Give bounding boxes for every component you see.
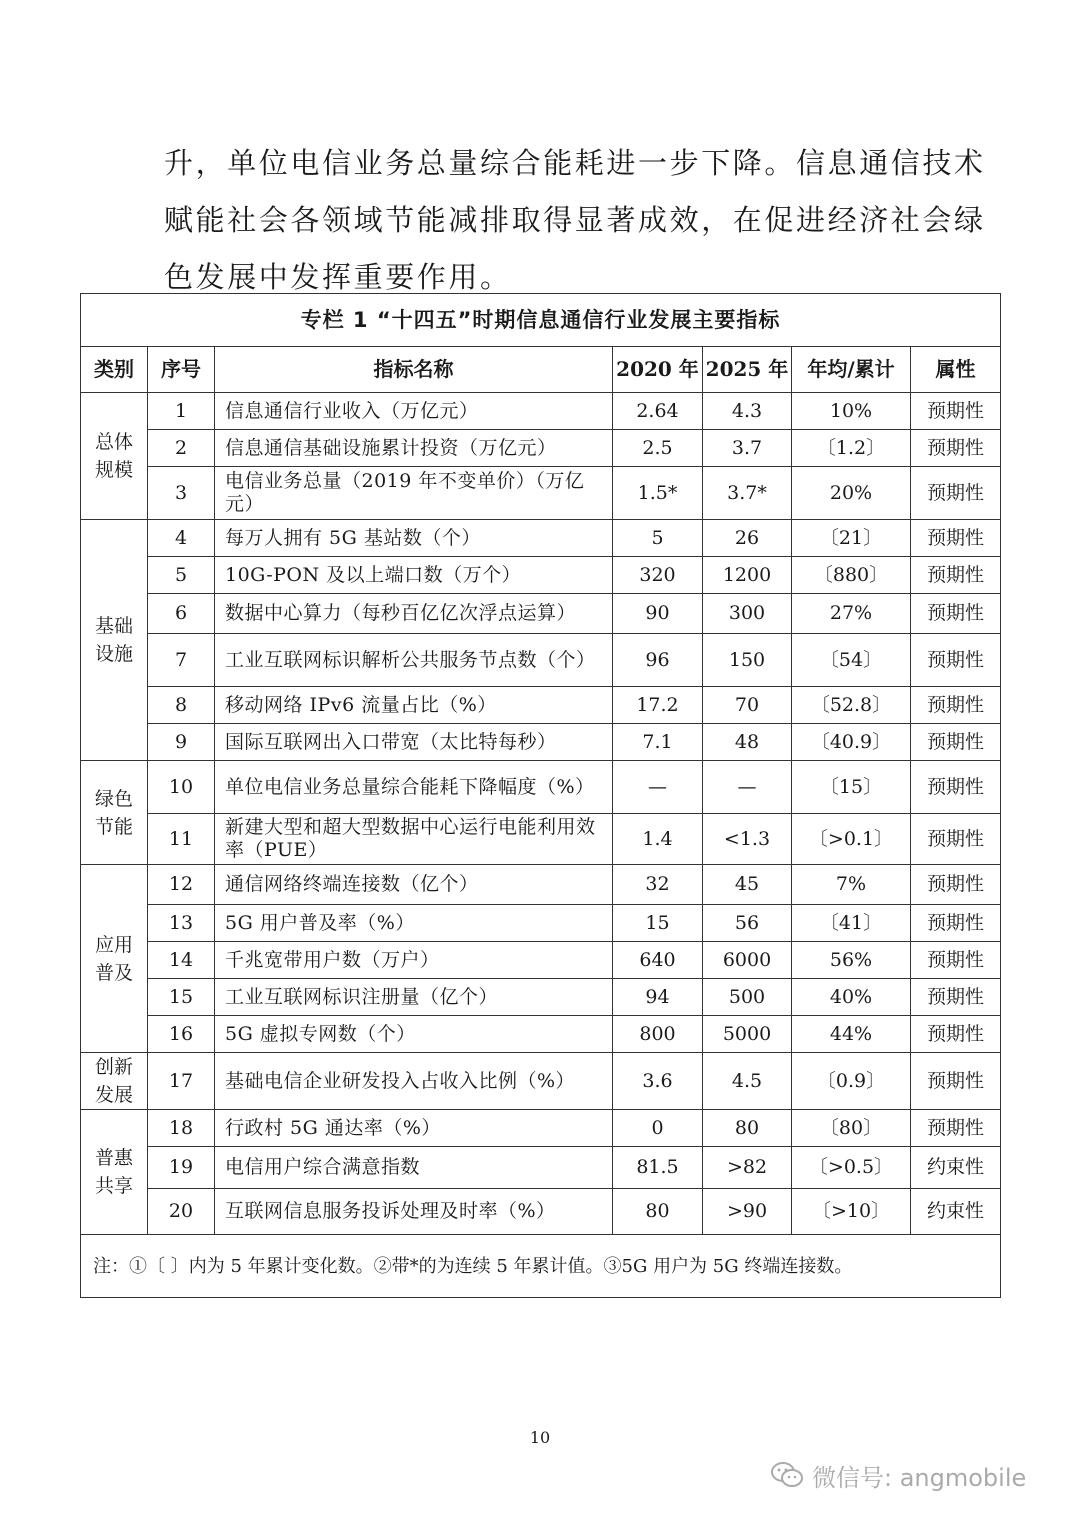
table-row	[81, 393, 1001, 430]
table-row	[81, 1110, 1001, 1147]
table-row	[81, 557, 1001, 594]
rate-cell: 7%	[792, 865, 911, 905]
seq-cell: 18	[148, 1110, 215, 1147]
seq-cell: 2	[148, 430, 215, 467]
table-row	[81, 467, 1001, 520]
intro-paragraph	[164, 140, 986, 311]
value-2020-cell: 7.1	[613, 724, 703, 761]
value-2025-cell: 3.7	[703, 430, 792, 467]
column-header: 年均/累计	[792, 347, 911, 393]
name-cell: 千兆宽带用户数（万户）	[215, 942, 613, 979]
attribute-cell: 预期性	[911, 905, 1001, 942]
table-row	[81, 1016, 1001, 1053]
rate-cell: 〔880〕	[792, 557, 911, 594]
table-row	[81, 634, 1001, 687]
name-cell: 工业互联网标识注册量（亿个）	[215, 979, 613, 1016]
rate-cell: 〔>0.5〕	[792, 1147, 911, 1189]
name-cell: 互联网信息服务投诉处理及时率（%）	[215, 1189, 613, 1235]
rate-cell: 56%	[792, 942, 911, 979]
name-cell: 工业互联网标识解析公共服务节点数（个）	[215, 634, 613, 687]
seq-cell: 7	[148, 634, 215, 687]
name-cell: 移动网络 IPv6 流量占比（%）	[215, 687, 613, 724]
value-2020-cell: 96	[613, 634, 703, 687]
value-2025-cell: 3.7*	[703, 467, 792, 520]
value-2020-cell: 5	[613, 520, 703, 557]
seq-cell: 5	[148, 557, 215, 594]
attribute-cell: 预期性	[911, 942, 1001, 979]
table-row	[81, 520, 1001, 557]
seq-cell: 14	[148, 942, 215, 979]
value-2020-cell: 80	[613, 1189, 703, 1235]
value-2025-cell: 500	[703, 979, 792, 1016]
table-row	[81, 814, 1001, 865]
intro-line: 赋能社会各领域节能减排取得显著成效，在促进经济社会绿	[164, 203, 986, 237]
rate-cell: 〔>0.1〕	[792, 814, 911, 865]
rate-cell: 〔54〕	[792, 634, 911, 687]
value-2020-cell: 94	[613, 979, 703, 1016]
rate-cell: 〔21〕	[792, 520, 911, 557]
table-row	[81, 594, 1001, 634]
seq-cell: 11	[148, 814, 215, 865]
name-cell: 信息通信基础设施累计投资（万亿元）	[215, 430, 613, 467]
attribute-cell: 预期性	[911, 430, 1001, 467]
name-cell: 信息通信行业收入（万亿元）	[215, 393, 613, 430]
rate-cell: 〔0.9〕	[792, 1053, 911, 1110]
value-2025-cell: 4.3	[703, 393, 792, 430]
table-row	[81, 942, 1001, 979]
name-cell: 新建大型和超大型数据中心运行电能利用效率（PUE）	[215, 814, 613, 865]
table-header-row	[81, 347, 1001, 393]
seq-cell: 19	[148, 1147, 215, 1189]
column-header: 属性	[911, 347, 1001, 393]
name-cell: 基础电信企业研发投入占收入比例（%）	[215, 1053, 613, 1110]
attribute-cell: 预期性	[911, 814, 1001, 865]
value-2020-cell: 15	[613, 905, 703, 942]
value-2025-cell: <1.3	[703, 814, 792, 865]
value-2025-cell: >90	[703, 1189, 792, 1235]
column-header: 2025 年	[703, 347, 792, 393]
seq-cell: 1	[148, 393, 215, 430]
name-cell: 5G 用户普及率（%）	[215, 905, 613, 942]
watermark-text: 微信号: angmobile	[812, 1463, 1027, 1492]
name-cell: 5G 虚拟专网数（个）	[215, 1016, 613, 1053]
attribute-cell: 预期性	[911, 520, 1001, 557]
table-row	[81, 1147, 1001, 1189]
intro-line: 升，单位电信业务总量综合能耗进一步下降。信息通信技术	[164, 146, 986, 180]
name-cell: 通信网络终端连接数（亿个）	[215, 865, 613, 905]
value-2020-cell: 640	[613, 942, 703, 979]
seq-cell: 3	[148, 467, 215, 520]
value-2025-cell: 45	[703, 865, 792, 905]
attribute-cell: 预期性	[911, 594, 1001, 634]
rate-cell: 20%	[792, 467, 911, 520]
attribute-cell: 预期性	[911, 1053, 1001, 1110]
name-cell: 电信业务总量（2019 年不变单价）（万亿元）	[215, 467, 613, 520]
wechat-icon	[770, 1461, 804, 1489]
table-title: 专栏 1 “十四五”时期信息通信行业发展主要指标	[81, 294, 1001, 347]
name-cell: 每万人拥有 5G 基站数（个）	[215, 520, 613, 557]
value-2025-cell: —	[703, 761, 792, 814]
seq-cell: 6	[148, 594, 215, 634]
column-header: 序号	[148, 347, 215, 393]
value-2025-cell: 300	[703, 594, 792, 634]
value-2020-cell: —	[613, 761, 703, 814]
value-2025-cell: 26	[703, 520, 792, 557]
name-cell: 单位电信业务总量综合能耗下降幅度（%）	[215, 761, 613, 814]
table-row	[81, 1053, 1001, 1110]
value-2025-cell: 80	[703, 1110, 792, 1147]
value-2020-cell: 81.5	[613, 1147, 703, 1189]
attribute-cell: 预期性	[911, 1016, 1001, 1053]
seq-cell: 16	[148, 1016, 215, 1053]
value-2025-cell: 70	[703, 687, 792, 724]
value-2025-cell: 5000	[703, 1016, 792, 1053]
table-row	[81, 761, 1001, 814]
name-cell: 行政村 5G 通达率（%）	[215, 1110, 613, 1147]
value-2025-cell: >82	[703, 1147, 792, 1189]
value-2020-cell: 3.6	[613, 1053, 703, 1110]
category-cell: 应用 普及	[81, 865, 148, 1053]
category-cell: 绿色 节能	[81, 761, 148, 865]
attribute-cell: 预期性	[911, 724, 1001, 761]
name-cell: 10G-PON 及以上端口数（万个）	[215, 557, 613, 594]
table-row	[81, 865, 1001, 905]
rate-cell: 40%	[792, 979, 911, 1016]
rate-cell: 44%	[792, 1016, 911, 1053]
value-2020-cell: 1.5*	[613, 467, 703, 520]
table-row	[81, 430, 1001, 467]
table-body	[81, 393, 1001, 1235]
column-header: 类别	[81, 347, 148, 393]
attribute-cell: 约束性	[911, 1189, 1001, 1235]
seq-cell: 8	[148, 687, 215, 724]
name-cell: 数据中心算力（每秒百亿亿次浮点运算）	[215, 594, 613, 634]
attribute-cell: 预期性	[911, 634, 1001, 687]
seq-cell: 15	[148, 979, 215, 1016]
rate-cell: 〔1.2〕	[792, 430, 911, 467]
rate-cell: 〔40.9〕	[792, 724, 911, 761]
column-header: 指标名称	[215, 347, 613, 393]
rate-cell: 〔41〕	[792, 905, 911, 942]
category-cell: 基础 设施	[81, 520, 148, 761]
table-row	[81, 905, 1001, 942]
page-number: 10	[529, 1428, 551, 1447]
seq-cell: 9	[148, 724, 215, 761]
attribute-cell: 预期性	[911, 979, 1001, 1016]
category-cell: 创新 发展	[81, 1053, 148, 1110]
value-2020-cell: 2.64	[613, 393, 703, 430]
rate-cell: 〔52.8〕	[792, 687, 911, 724]
value-2025-cell: 56	[703, 905, 792, 942]
seq-cell: 20	[148, 1189, 215, 1235]
value-2020-cell: 0	[613, 1110, 703, 1147]
attribute-cell: 预期性	[911, 393, 1001, 430]
value-2020-cell: 17.2	[613, 687, 703, 724]
table-row	[81, 724, 1001, 761]
seq-cell: 17	[148, 1053, 215, 1110]
attribute-cell: 约束性	[911, 1147, 1001, 1189]
value-2025-cell: 4.5	[703, 1053, 792, 1110]
attribute-cell: 预期性	[911, 761, 1001, 814]
rate-cell: 〔80〕	[792, 1110, 911, 1147]
attribute-cell: 预期性	[911, 467, 1001, 520]
intro-line: 色发展中发挥重要作用。	[164, 260, 512, 294]
seq-cell: 13	[148, 905, 215, 942]
value-2025-cell: 150	[703, 634, 792, 687]
rate-cell: 10%	[792, 393, 911, 430]
attribute-cell: 预期性	[911, 1110, 1001, 1147]
table-row	[81, 1189, 1001, 1235]
attribute-cell: 预期性	[911, 865, 1001, 905]
rate-cell: 〔>10〕	[792, 1189, 911, 1235]
attribute-cell: 预期性	[911, 687, 1001, 724]
seq-cell: 12	[148, 865, 215, 905]
value-2025-cell: 1200	[703, 557, 792, 594]
value-2020-cell: 320	[613, 557, 703, 594]
column-header: 2020 年	[613, 347, 703, 393]
rate-cell: 27%	[792, 594, 911, 634]
table-row	[81, 979, 1001, 1016]
watermark	[770, 1455, 1060, 1495]
attribute-cell: 预期性	[911, 557, 1001, 594]
name-cell: 电信用户综合满意指数	[215, 1147, 613, 1189]
seq-cell: 10	[148, 761, 215, 814]
value-2020-cell: 800	[613, 1016, 703, 1053]
value-2025-cell: 48	[703, 724, 792, 761]
category-cell: 总体 规模	[81, 393, 148, 520]
name-cell: 国际互联网出入口带宽（太比特每秒）	[215, 724, 613, 761]
category-cell: 普惠 共享	[81, 1110, 148, 1235]
indicators-table	[80, 293, 1001, 1298]
value-2020-cell: 32	[613, 865, 703, 905]
table-note: 注：①〔 〕内为 5 年累计变化数。②带*的为连续 5 年累计值。③5G 用户为 5G 终端连接数。	[81, 1235, 1001, 1298]
rate-cell: 〔15〕	[792, 761, 911, 814]
value-2020-cell: 1.4	[613, 814, 703, 865]
table-row	[81, 687, 1001, 724]
value-2025-cell: 6000	[703, 942, 792, 979]
value-2020-cell: 2.5	[613, 430, 703, 467]
seq-cell: 4	[148, 520, 215, 557]
value-2020-cell: 90	[613, 594, 703, 634]
